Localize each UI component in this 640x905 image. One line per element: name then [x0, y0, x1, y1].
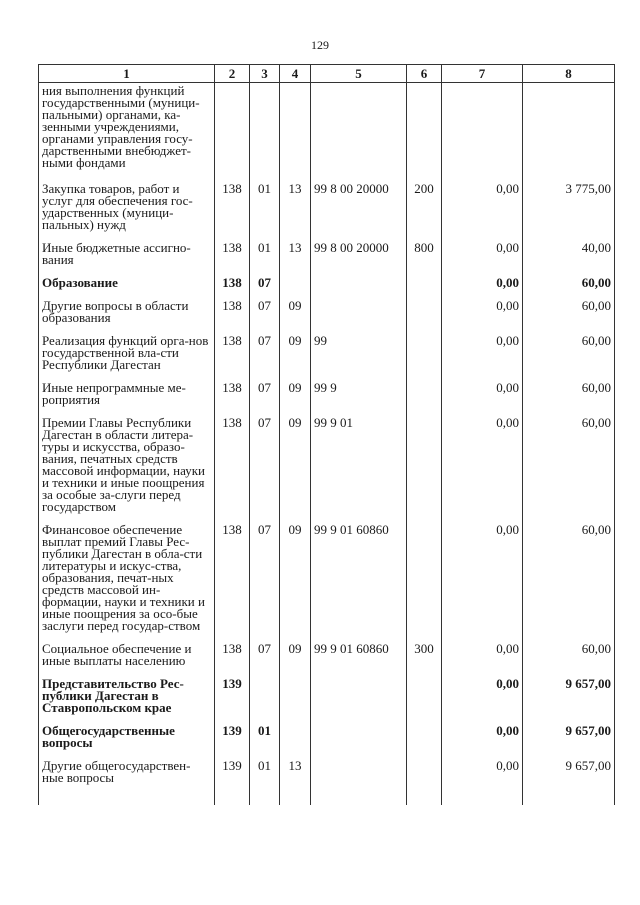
header-row	[39, 65, 615, 83]
cell-amount-col7: 0,00	[442, 678, 523, 725]
cell-expense-type: 800	[407, 242, 442, 277]
cell-amount-col7: 0,00	[442, 643, 523, 678]
cell-empty	[215, 795, 250, 805]
cell-section: 01	[250, 725, 280, 760]
cell-expense-type	[407, 277, 442, 300]
cell-target-article: 99 9 01 60860	[311, 524, 407, 643]
cell-target-article	[311, 300, 407, 335]
cell-amount-col7: 0,00	[442, 242, 523, 277]
cell-amount-col8: 40,00	[523, 242, 615, 277]
table-row	[39, 524, 615, 643]
col-header-3: 3	[250, 65, 280, 83]
cell-amount-col8: 60,00	[523, 277, 615, 300]
cell-target-article: 99 9 01 60860	[311, 643, 407, 678]
cell-ministry-code: 138	[215, 183, 250, 242]
cell-target-article: 99 9	[311, 382, 407, 417]
cell-name: Социальное обеспечение и иные выплаты населению	[39, 643, 215, 678]
cell-amount-col7: 0,00	[442, 183, 523, 242]
cell-amount-col7: 0,00	[442, 382, 523, 417]
cell-amount-col7: 0,00	[442, 300, 523, 335]
cell-ministry-code: 138	[215, 382, 250, 417]
cell-amount-col8: 9 657,00	[523, 760, 615, 795]
cell-subsection: 09	[280, 300, 311, 335]
cell-section: 01	[250, 183, 280, 242]
cell-subsection: 09	[280, 335, 311, 382]
cell-ministry-code: 138	[215, 524, 250, 643]
cell-target-article: 99 8 00 20000	[311, 183, 407, 242]
table-row	[39, 83, 615, 184]
cell-amount-col7: 0,00	[442, 524, 523, 643]
col-header-5: 5	[311, 65, 407, 83]
table-row	[39, 277, 615, 300]
cell-target-article	[311, 725, 407, 760]
cell-amount-col7: 0,00	[442, 760, 523, 795]
cell-name: Реализация функций орга-нов государственной вла-сти Республики Дагестан	[39, 335, 215, 382]
cell-amount-col8: 60,00	[523, 524, 615, 643]
cell-expense-type: 200	[407, 183, 442, 242]
table-row	[39, 760, 615, 795]
cell-amount-col8: 9 657,00	[523, 678, 615, 725]
cell-amount-col8	[523, 83, 615, 184]
cell-target-article	[311, 277, 407, 300]
table-row-empty	[39, 795, 615, 805]
col-header-7: 7	[442, 65, 523, 83]
cell-empty	[280, 795, 311, 805]
cell-ministry-code: 139	[215, 678, 250, 725]
cell-section: 07	[250, 524, 280, 643]
cell-ministry-code: 138	[215, 242, 250, 277]
cell-subsection: 09	[280, 524, 311, 643]
cell-section: 07	[250, 335, 280, 382]
cell-empty	[311, 795, 407, 805]
cell-target-article	[311, 83, 407, 184]
cell-amount-col7: 0,00	[442, 417, 523, 524]
cell-ministry-code: 138	[215, 335, 250, 382]
cell-expense-type	[407, 83, 442, 184]
cell-amount-col8: 9 657,00	[523, 725, 615, 760]
cell-name: Иные бюджетные ассигно-вания	[39, 242, 215, 277]
cell-amount-col8: 60,00	[523, 643, 615, 678]
table-row	[39, 183, 615, 242]
cell-section: 07	[250, 277, 280, 300]
cell-name: ния выполнения функций государственными (муници-пальными) органами, ка-зенными учреждениями, органами управления госу-дарственными внебюджет-ными фондами	[39, 83, 215, 184]
cell-name: Финансовое обеспечение выплат премий Главы Рес-публики Дагестан в обла-сти литературы и искус-ства, образования, печат-ных средств массовой ин-формации, науки и техники и иные поощрения за осо-бые заслуги перед государ-ством	[39, 524, 215, 643]
cell-subsection	[280, 725, 311, 760]
col-header-6: 6	[407, 65, 442, 83]
table-row	[39, 678, 615, 725]
cell-expense-type: 300	[407, 643, 442, 678]
cell-target-article: 99	[311, 335, 407, 382]
cell-ministry-code: 138	[215, 277, 250, 300]
cell-section	[250, 83, 280, 184]
cell-subsection	[280, 277, 311, 300]
col-header-8: 8	[523, 65, 615, 83]
cell-amount-col8: 60,00	[523, 417, 615, 524]
cell-target-article	[311, 678, 407, 725]
cell-ministry-code	[215, 83, 250, 184]
cell-amount-col8: 60,00	[523, 382, 615, 417]
cell-subsection	[280, 83, 311, 184]
cell-ministry-code: 138	[215, 643, 250, 678]
cell-amount-col7: 0,00	[442, 725, 523, 760]
cell-section: 01	[250, 242, 280, 277]
cell-name: Другие общегосударствен-ные вопросы	[39, 760, 215, 795]
table-row	[39, 382, 615, 417]
cell-amount-col8: 60,00	[523, 335, 615, 382]
cell-name: Закупка товаров, работ и услуг для обеспечения гос-ударственных (муници-пальных) нужд	[39, 183, 215, 242]
cell-amount-col7	[442, 83, 523, 184]
cell-expense-type	[407, 524, 442, 643]
cell-expense-type	[407, 335, 442, 382]
cell-subsection: 13	[280, 183, 311, 242]
cell-expense-type	[407, 417, 442, 524]
cell-ministry-code: 139	[215, 725, 250, 760]
cell-amount-col7: 0,00	[442, 335, 523, 382]
cell-ministry-code: 138	[215, 300, 250, 335]
cell-ministry-code: 138	[215, 417, 250, 524]
cell-target-article: 99 8 00 20000	[311, 242, 407, 277]
cell-expense-type	[407, 382, 442, 417]
table-row	[39, 417, 615, 524]
cell-subsection: 13	[280, 242, 311, 277]
table-row	[39, 335, 615, 382]
cell-name: Иные непрограммные ме-роприятия	[39, 382, 215, 417]
cell-amount-col8: 3 775,00	[523, 183, 615, 242]
cell-subsection: 09	[280, 417, 311, 524]
cell-expense-type	[407, 760, 442, 795]
cell-subsection: 13	[280, 760, 311, 795]
cell-section: 01	[250, 760, 280, 795]
page-number: 129	[311, 38, 329, 52]
table-row	[39, 725, 615, 760]
cell-ministry-code: 139	[215, 760, 250, 795]
table-row	[39, 300, 615, 335]
cell-subsection	[280, 678, 311, 725]
cell-name: Премии Главы Республики Дагестан в области литера-туры и искусства, образо-вания, печатных средств массовой информации, науки и техники и иные поощрения за особые за-слуги перед государством	[39, 417, 215, 524]
cell-name: Общегосударственные вопросы	[39, 725, 215, 760]
cell-subsection: 09	[280, 382, 311, 417]
cell-section: 07	[250, 417, 280, 524]
cell-empty	[250, 795, 280, 805]
col-header-4: 4	[280, 65, 311, 83]
cell-target-article	[311, 760, 407, 795]
cell-name: Другие вопросы в области образования	[39, 300, 215, 335]
cell-amount-col8: 60,00	[523, 300, 615, 335]
cell-section: 07	[250, 382, 280, 417]
cell-expense-type	[407, 678, 442, 725]
cell-section	[250, 678, 280, 725]
cell-empty	[39, 795, 215, 805]
cell-name: Представительство Рес-публики Дагестан в Ставропольском крае	[39, 678, 215, 725]
table-body	[39, 83, 615, 806]
cell-empty	[407, 795, 442, 805]
table-row	[39, 242, 615, 277]
cell-empty	[442, 795, 523, 805]
cell-empty	[523, 795, 615, 805]
col-header-1: 1	[39, 65, 215, 83]
cell-section: 07	[250, 643, 280, 678]
cell-expense-type	[407, 300, 442, 335]
cell-name: Образование	[39, 277, 215, 300]
table-row	[39, 643, 615, 678]
cell-subsection: 09	[280, 643, 311, 678]
cell-expense-type	[407, 725, 442, 760]
cell-target-article: 99 9 01	[311, 417, 407, 524]
col-header-2: 2	[215, 65, 250, 83]
cell-amount-col7: 0,00	[442, 277, 523, 300]
budget-table	[38, 64, 615, 805]
cell-section: 07	[250, 300, 280, 335]
